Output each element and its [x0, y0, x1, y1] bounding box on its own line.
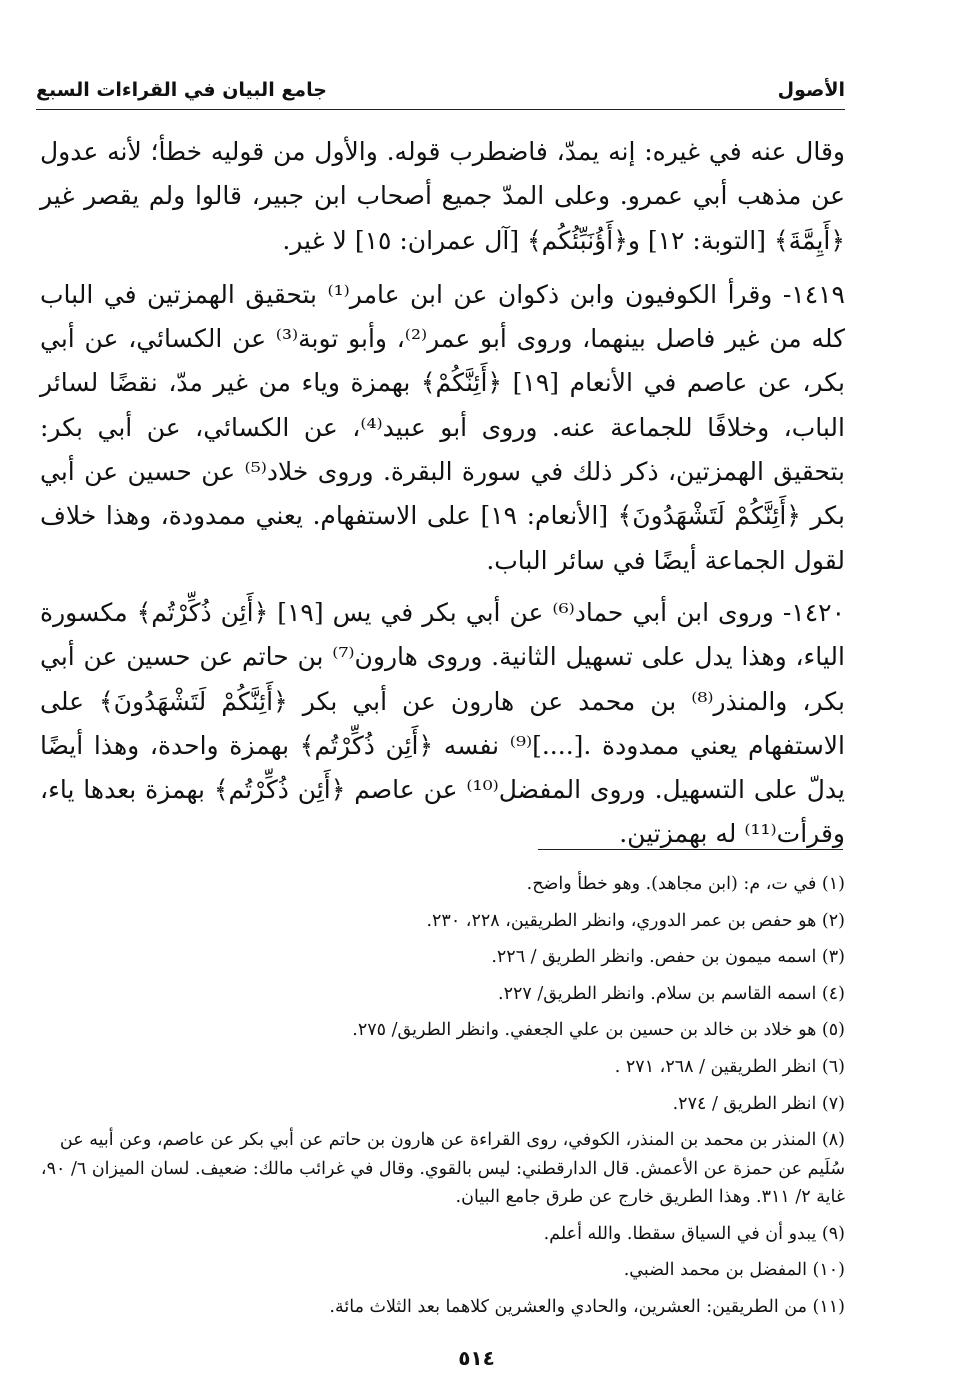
page-number: ٥١٤: [458, 1346, 495, 1370]
footnote-9: (٩) يبدو أن في السياق سقطا. والله أعلم.: [543, 1223, 845, 1244]
footnote-4: (٤) اسمه القاسم بن سلام. وانظر الطريق/ ٢٢٧.: [498, 983, 845, 1004]
footnote-3: (٣) اسمه ميمون بن حفص. وانظر الطريق / ٢٢٦.: [491, 947, 845, 968]
main-text: [40, 130, 845, 865]
section-title: الأصول: [777, 79, 845, 101]
paragraph: وقال عنه في غيره: إنه يمدّ، فاضطرب قوله. والأول من قوليه خطأ؛ لأنه عدول عن مذهب أبي عمرو. وعلى المدّ جميع أصحاب ابن جبير، قالوا ولم يقصر غير ﴿أَيِمَّةَ﴾ [التوبة: ١٢] و﴿أَؤُنَبِّئُكُم﴾ [آل عمران: ١٥] لا غير.: [40, 137, 845, 255]
book-title: جامع البيان في القراءات السبع: [36, 79, 327, 101]
footnote-10: (١٠) المفضل بن محمد الضبي.: [623, 1260, 845, 1281]
footnote-6: (٦) انظر الطريقين / ٢٦٨، ٢٧١ .: [614, 1056, 845, 1077]
footnote-2: (٢) هو حفص بن عمر الدوري، وانظر الطريقين، ٢٢٨، ٢٣٠.: [426, 910, 845, 931]
footnote-5: (٥) هو خلاد بن خالد بن حسين بن علي الجعفي. وانظر الطريق/ ٢٧٥.: [352, 1020, 845, 1041]
running-header: [36, 70, 845, 110]
footnotes: [40, 866, 845, 1325]
paragraph-1420: ١٤٢٠- وروى ابن أبي حماد⁽⁶⁾ عن أبي بكر في يس [١٩] ﴿أَئِن ذُكِّرْتُم﴾ مكسورة الياء، وهذا يدل على تسهيل الثانية. وروى هارون⁽⁷⁾ بن حاتم عن حسين عن أبي بكر، والمنذر⁽⁸⁾ بن محمد عن هارون عن أبي بكر ﴿أَئِنَّكُمْ لَتَشْهَدُونَ﴾ على الاستفهام يعني ممدودة .[....]⁽⁹⁾ نفسه ﴿أَئِن ذُكِّرْتُم﴾ بهمزة واحدة، وهذا أيضًا يدلّ على التسهيل. وروى المفضل⁽¹⁰⁾ عن عاصم ﴿أَئِن ذُكِّرْتُم﴾ بهمزة بعدها ياء، وقرأت⁽¹¹⁾ له بهمزتين.: [40, 597, 845, 849]
paragraph-1419: ١٤١٩- وقرأ الكوفيون وابن ذكوان عن ابن عامر⁽¹⁾ بتحقيق الهمزتين في الباب كله من غير فاصل بينهما، وروى أبو عمر⁽²⁾، وأبو توبة⁽³⁾ عن الكسائي، عن أبي بكر، عن عاصم في الأنعام [١٩] ﴿أَئِنَّكُمْ﴾ بهمزة وياء من غير مدّ، نقضًا لسائر الباب، وخلافًا للجماعة عنه. وروى أبو عبيد⁽⁴⁾، عن الكسائي، عن أبي بكر: بتحقيق الهمزتين، ذكر ذلك في سورة البقرة. وروى خلاد⁽⁵⁾ عن حسين عن أبي بكر ﴿أَئِنَّكُمْ لَتَشْهَدُونَ﴾ [الأنعام: ١٩] على الاستفهام. يعني ممدودة، وهذا خلاف لقول الجماعة أيضًا في سائر الباب.: [40, 279, 846, 575]
footnote-11: (١١) من الطريقين: العشرين، والحادي والعشرين كلاهما بعد الثلاث مائة.: [329, 1296, 845, 1317]
footnote-1: (١) في ت، م: (ابن مجاهد). وهو خطأ واضح.: [526, 874, 845, 894]
footnote-separator: [538, 849, 843, 850]
footnote-8: (٨) المنذر بن محمد بن المنذر، الكوفي، روى القراءة عن هارون بن حاتم عن أبي بكر عن عاصم، وعن أبيه عن سُلَيم عن حمزة عن الأعمش. قال الدارقطني: ليس بالقوي. وقال في غرائب مالك: ضعيف. لسان الميزان ٦/ ٩٠، غاية ٢/ ٣١١. وهذا الطريق خارج عن طرق جامع البيان.: [40, 1130, 845, 1208]
footnote-7: (٧) انظر الطريق / ٢٧٤.: [672, 1093, 845, 1114]
